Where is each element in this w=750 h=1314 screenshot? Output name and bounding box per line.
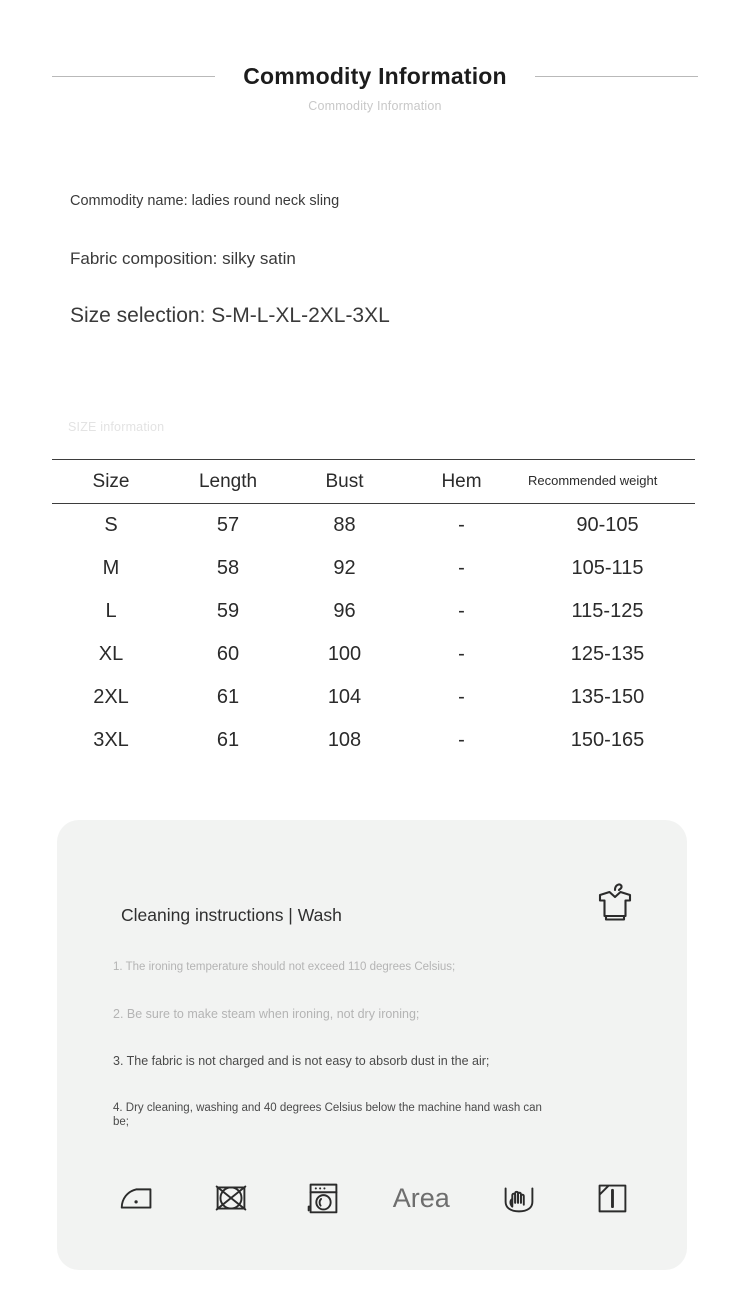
cleaning-instructions-title: Cleaning instructions | Wash (121, 905, 342, 925)
cleaning-instructions-list (113, 960, 553, 1162)
do-not-tumble-dry-icon (208, 1175, 254, 1221)
cell-hem: - (458, 643, 465, 665)
header-rule-right (535, 76, 698, 77)
cell-size: S (104, 514, 118, 536)
cleaning-instructions-card (57, 820, 687, 1270)
column-header-recommended-weight: Recommended weight (528, 473, 658, 489)
commodity-name-line: Commodity name: ladies round neck sling (70, 193, 340, 209)
page-subtitle: Commodity Information (308, 99, 442, 113)
cell-length: 57 (216, 514, 240, 536)
cell-length: 58 (216, 557, 240, 579)
drip-dry-in-shade-icon (589, 1175, 635, 1221)
cell-weight: 135-150 (570, 686, 645, 708)
list-item: 4. Dry cleaning, washing and 40 degrees Celsius below the machine hand wash can be; (113, 1101, 542, 1128)
page-header (0, 56, 750, 96)
iron-one-dot-icon (115, 1175, 161, 1221)
cell-length: 61 (216, 686, 240, 708)
cell-size: L (105, 600, 117, 622)
cell-weight: 90-105 (576, 514, 639, 536)
cell-bust: 92 (333, 557, 356, 579)
cell-hem: - (458, 686, 465, 708)
size-selection-line: Size selection: S-M-L-XL-2XL-3XL (70, 304, 390, 327)
column-header-size: Size (92, 470, 130, 492)
cell-hem: - (458, 557, 465, 579)
cell-bust: 96 (333, 600, 356, 622)
cell-length: 59 (216, 600, 240, 622)
table-row (52, 719, 695, 762)
cell-hem: - (458, 600, 465, 622)
list-item: 1. The ironing temperature should not exceed 110 degrees Celsius; (113, 961, 456, 973)
cell-weight: 125-135 (570, 643, 645, 665)
cell-weight: 105-115 (571, 557, 644, 579)
cell-bust: 104 (327, 686, 362, 708)
care-symbols-row (115, 1175, 635, 1221)
list-item: 3. The fabric is not charged and is not easy to absorb dust in the air; (113, 1054, 490, 1068)
header-rule-left (52, 76, 215, 77)
cell-bust: 88 (333, 514, 356, 536)
hand-wash-icon (496, 1175, 542, 1221)
cell-weight: 115-125 (571, 600, 644, 622)
column-header-length: Length (198, 470, 258, 492)
cell-hem: - (458, 729, 465, 751)
cell-hem: - (458, 514, 465, 536)
size-information-label: SIZE information (68, 420, 165, 434)
page-title: Commodity Information (243, 62, 507, 89)
fabric-composition-line: Fabric composition: silky satin (70, 249, 296, 268)
table-row (52, 590, 695, 633)
washing-machine-icon (300, 1175, 346, 1221)
cell-size: 2XL (93, 686, 129, 708)
cell-size: M (102, 557, 120, 579)
column-header-hem: Hem (441, 470, 482, 492)
list-item: 2. Be sure to make steam when ironing, not dry ironing; (113, 1007, 420, 1022)
cell-weight: 150-165 (570, 729, 645, 751)
tshirt-hanger-icon (588, 875, 642, 929)
table-row (52, 504, 695, 548)
cell-bust: 100 (327, 643, 362, 665)
table-header-row (52, 460, 695, 504)
cell-length: 60 (216, 643, 240, 665)
area-text: Area (392, 1182, 450, 1213)
table-row (52, 633, 695, 676)
cell-length: 61 (216, 729, 240, 751)
cell-size: 3XL (93, 729, 129, 751)
size-table-body (52, 504, 695, 763)
table-row (52, 676, 695, 719)
cell-bust: 108 (327, 729, 362, 751)
size-table (52, 459, 695, 762)
column-header-bust: Bust (325, 470, 364, 492)
cell-size: XL (98, 643, 124, 665)
table-row (52, 547, 695, 590)
